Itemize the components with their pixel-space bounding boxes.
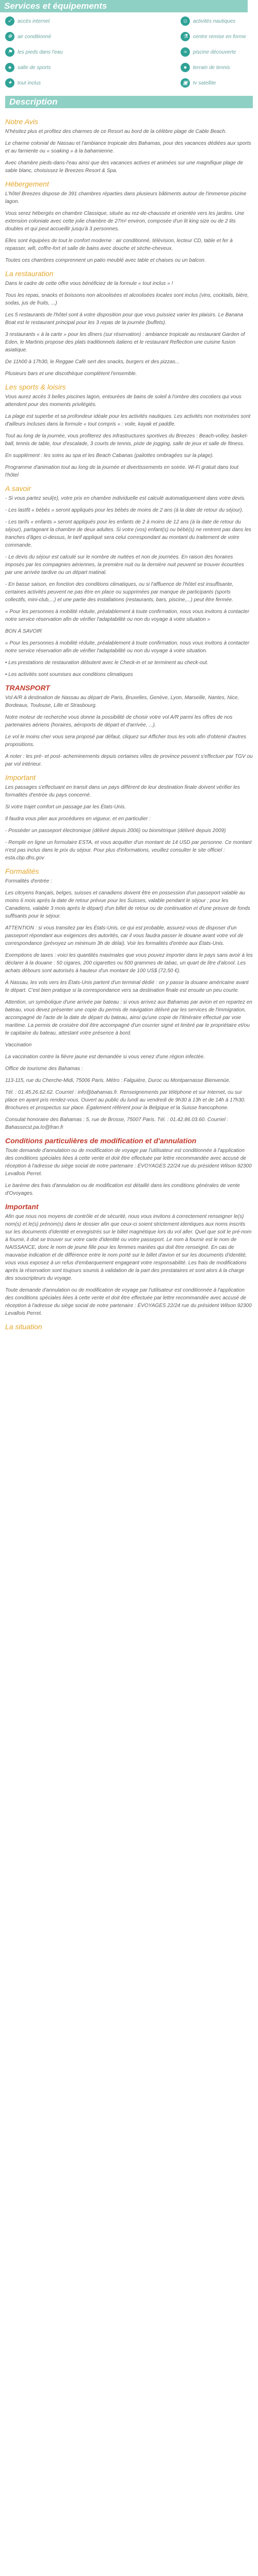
- description-banner: Description: [5, 96, 253, 108]
- sport-icon: ♠: [5, 63, 14, 72]
- section-paragraph: De 11h00 à 17h30, le Reggae Café sert des snacks, burgers et des pizzas...: [5, 359, 180, 365]
- service-item: [5, 31, 129, 42]
- service-label: tv satellite: [193, 80, 216, 86]
- section-paragraph: Il faudra vous plier aux procédures en vigueur, et en particulier :: [5, 816, 151, 822]
- section-paragraph: - Posséder un passeport électronique (délivré depuis 2006) ou biométrique (délivré depuis 2009): [5, 828, 226, 834]
- footprints-icon: ⚑: [5, 47, 14, 57]
- service-label: tout inclus: [18, 80, 41, 86]
- section-paragraph: En supplément : les soins au spa et les Beach Cabanas (pailottes ombragées sur la plage).: [5, 453, 214, 459]
- services-banner: Services et équipements: [0, 0, 248, 12]
- section-paragraph: Les passages s'effectuant en transit dans un pays différent de leur destination finale doivent vérifier les formalités d'entrée du pays concerné.: [5, 785, 240, 798]
- service-item: [129, 31, 253, 42]
- section-heading: Les sports & loisirs: [5, 383, 66, 391]
- section-paragraph: Vous serez hébergés en chambre Classique, située au rez-de-chaussée et orientée vers les jardins. Une extension coloniale avec cette jolie chambre de 27m² environ, composée d'un lit king size ou de 2 lits doubles et qui peut accueillir jusqu'à 3 personnes.: [5, 211, 245, 232]
- services-grid: [0, 12, 258, 96]
- flask-icon: ⚗: [181, 32, 190, 41]
- section-paragraph: Le charme colonial de Nassau et l'ambiance tropicale des Bahamas, pour des vacances dédiées aux sports et au farniente ou « soaking » à la bahamienne.: [5, 141, 251, 154]
- section-paragraph: Les citoyens français, belges, suisses et canadiens doivent être en possession d'un passeport valable au moins 6 mois après la date de retour prévue pour les Suisses, valable pendant le séjour ; pour les Canadiens, valable 3 mois après le départ) d'un billet de retour ou de continuation et d'une preuve de fonds suffisants pour le séjour.: [5, 890, 250, 919]
- section-paragraph: Le barème des frais d'annulation ou de modification est détaillé dans les conditions générales de vente d'Ovoyages.: [5, 1183, 240, 1196]
- section-heading: La restauration: [5, 269, 54, 278]
- section-paragraph: Tél. : 01.45.26.62.62. Courriel : info@bahamas.fr. Renseignements par téléphone et sur Internet, ou sur place en ayant pris rendez-vous. Ouvert au public du lundi au vendredi de 9h30 à 13h et de 14h à 17h30. Brochures et prospectus sur place. Également référent pour la Belgique et la Suisse francophone.: [5, 1090, 246, 1111]
- section-paragraph: Exemptions de taxes : voici les quantités maximales que vous pouvez importer dans le pays sans avoir à les déclarer à la douane : 50 cigares, 200 cigarettes ou 500 grammes de tabac, un quart de litre d'alcool. Les achats débours sont autorisés à hauteur d'un montant de 100 US$ (72,50 €).: [5, 953, 253, 974]
- section-paragraph: BON À SAVOIR: [5, 629, 42, 634]
- section-paragraph: Toute demande d'annulation ou de modification de voyage par l'utilisateur est conditionnée à l'application des conditions spéciales liées à cette vente et doit être effectuée par lettre recommandée avec accusé de réception à l'adresse du siège social de notre partenaire : ÉVOYAGES 22/24 rue du président Wilson 92300 Levallois Perret.: [5, 1287, 252, 1316]
- section-heading: TRANSPORT: [5, 684, 50, 692]
- section-paragraph: « Pour les personnes à mobilité réduite, préalablement à toute confirmation, nous vous invitons à contacter notre service réservation afin de vérifier l'adaptabilité ou non du voyage à votre situation.: [5, 640, 250, 654]
- section-heading: La situation: [5, 1323, 42, 1331]
- section-paragraph: Notre moteur de recherche vous donne la possibilité de choisir votre vol A/R parmi les offres de nos partenaires aériens (horaires, aéroports de départ et d'arrivée, ...).: [5, 715, 233, 728]
- service-item: [129, 62, 253, 73]
- section-paragraph: Vol A/R à destination de Nassau au départ de Paris, Bruxelles, Genève, Lyon, Marseille, Nantes, Nice, Bordeaux, Toulouse, Lille et Strasbourg.: [5, 695, 239, 708]
- service-label: les pieds dans l'eau: [18, 49, 63, 55]
- section-paragraph: À Nassau, les vols vers les États-Unis partent d'un terminal dédié : on y passe la douane américaine avant le départ. C'est bien pratique si la correspondance vers sa destination finale est ensuite un peu courte.: [5, 980, 249, 993]
- section-paragraph: Dans le cadre de cette offre vous bénéficiez de la formule « tout inclus » !: [5, 281, 173, 286]
- service-item: [5, 77, 129, 89]
- section-paragraph: • Les activités sont soumises aux conditions climatiques: [5, 672, 133, 677]
- section-paragraph: Vous aurez accès 3 belles piscines lagon, entourées de bains de soleil à l'ombre des cocotiers qui vous attendent pour des moments privilégiés.: [5, 394, 241, 408]
- section-paragraph: - Si vous partez seul(e), votre prix en chambre individuelle est calculé automatiquement dans votre devis.: [5, 496, 246, 501]
- description-content: [0, 108, 258, 1338]
- section-heading: Formalités: [5, 867, 39, 875]
- section-paragraph: Vaccination: [5, 1042, 32, 1048]
- service-item: [5, 15, 129, 27]
- section-paragraph: La plage est superbe et sa profondeur idéale pour les activités nautiques. Les activités non motorisées sont d'ailleurs incluses dans la formule « tout compris » : voile, kayak et paddle.: [5, 414, 251, 427]
- section-paragraph: Formalités d'entrée :: [5, 878, 52, 884]
- section-paragraph: Si votre trajet comfort un passage par les États-Unis.: [5, 804, 126, 810]
- service-label: piscine découverte: [193, 49, 236, 55]
- section-heading: Important: [5, 1202, 39, 1211]
- section-paragraph: Tout au long de la journée, vous profiterez des infrastructures sportives du Breezes : Beach-volley, basket-ball, tennis de table, tour d'escalade, 3 courts de tennis, piste de jogging, salle de jeux et salle de fitness.: [5, 433, 248, 447]
- pool-icon: ≈: [181, 47, 190, 57]
- service-label: activités nautiques: [193, 18, 236, 24]
- service-label: accès internet: [18, 18, 50, 24]
- service-item: [129, 15, 253, 27]
- service-item: [5, 46, 129, 58]
- section-paragraph: - Le devis du séjour est calculé sur le nombre de nuitées et non de journées. En raison des horaires imposés par les compagnies aériennes, la première nuit ou la dernière nuit peuvent se trouver écourtées par une arrivée tardive ou un départ matinal.: [5, 554, 245, 575]
- section-paragraph: 3 restaurants « à la carte » pour les dîners (sur réservation) : ambiance tropicale au restaurant Garden of Eden, le Martinis propose des plats traditionnels italiens et le restaurant Reflection une cuisine fusion asiatique.: [5, 332, 245, 353]
- section-paragraph: Le vol le moins cher vous sera proposé par défaut, cliquez sur Afficher tous les vols afin d'obtenir d'autres propositions.: [5, 734, 247, 748]
- section-paragraph: La vaccination contre la fièvre jaune est demandée si vous venez d'une région infectée.: [5, 1054, 205, 1060]
- section-paragraph: - En basse saison, en fonction des conditions climatiques, ou si l'affluence de l'hôtel est insuffisante, certaines activités peuvent ne pas être en place ou supprimées par manque de participants (sports collectifs, mini-club,...) et une partie des installations (restaurants, bars, piscine,...) peut être fermée.: [5, 582, 234, 603]
- section-paragraph: - Les lastfit « bébés » seront appliqués pour les bébés de moins de 2 ans (à la date de retour du séjour).: [5, 507, 244, 513]
- section-paragraph: Toutes ces chambres comprennent un patio meublé avec table et chaises ou un balcon.: [5, 258, 206, 263]
- section-paragraph: Tous les repas, snacks et boissons non alcoolisées et alcoolisées locales sont inclus (vins, cocktails, bière, sodas, jus de fruits, ...): [5, 293, 249, 306]
- section-paragraph: • Les prestations de restauration débutent avec le Check-in et se terminent au check-out.: [5, 660, 208, 666]
- service-item: [129, 46, 253, 58]
- service-label: salle de sports: [18, 64, 51, 71]
- checkmark-icon: ✓: [5, 16, 14, 26]
- section-paragraph: Toute demande d'annulation ou de modification de voyage par l'utilisateur est conditionnée à l'application des conditions spéciales liées à cette vente et doit être effectuée par lettre recommandée avec accusé de réception à l'adresse du siège social de notre partenaire : ÉVOYAGES 22/24 rue du président Wilson 92300 Levallois Perret.: [5, 1148, 252, 1177]
- section-paragraph: ATTENTION : si vous transitez par les États-Unis, ce qui est probable, assurez-vous de disposer d'un passeport répondant aux exigences des autorités, car il vous faudra passer le douane avant votre vol de correspondance (prévoyez un minimum 3h de délai). Voir les formalités d'entrée aux États-Unis.: [5, 925, 244, 946]
- section-paragraph: A noter : les pré- et post- acheminements depuis certaines villes de province peuvent s'effectuer par TGV ou par vol intérieur.: [5, 754, 253, 767]
- section-heading: Hébergement: [5, 180, 49, 188]
- section-paragraph: Office de tourisme des Bahamas :: [5, 1066, 83, 1072]
- section-paragraph: Consulat honoraire des Bahamas : 5, rue de Brosse, 75007 Paris. Tél. : 01.42.86.03.60. Courriel : Bahassecst.pa.to@fran.fr: [5, 1117, 229, 1130]
- section-paragraph: - Les tarifs « enfants » seront appliqués pour les enfants de 2 à moins de 12 ans (à la date de retour du séjour), partageant la chambre de deux adultes. Si votre (vos) enfant(s) ou bébé(s) ne rentrent pas dans les tranches d'âges ci-dessus, le tarif appliqué sera celui correspondant au montant du traitement de votre commande.: [5, 519, 251, 548]
- tennis-icon: ●: [181, 63, 190, 72]
- section-heading: Notre Avis: [5, 117, 38, 126]
- section-paragraph: N'hésitez plus et profitez des charmes de ce Resort au bord de la célèbre plage de Cable Beach.: [5, 129, 227, 134]
- snowflake-icon: ❄: [5, 32, 14, 41]
- section-paragraph: Programme d'animation tout au long de la journée et divertissements en soirée. Wi-Fi gratuit dans tout l'hôtel: [5, 465, 239, 478]
- section-paragraph: Afin que nous nos moyens de contrôle et de sécurité, nous vous invitons à correctement renseigner le(s) nom(s) et le(s) prénom(s) dans le dossier afin que ceux-ci soient strictement identiques aux noms inscrits sur les documents d'identité et enregistrés sur le billet magnétique lors du vol aller. Quel que soit le pré-nom à fournir, il doit se trouver sur votre carte d'identité ou votre passeport. Le nom à fournir est le nom de NAISSANCE, donc le nom de jeune fille pour les femmes mariées qui doit être renseigné. En cas de mauvaise indication et de différence entre le nom porté sur le billet d'avion et sur les documents d'identité, vous vous exposez à un refus d'embarquement engageant votre responsabilité. Les frais de modifications après la réservation sont toujours soumis à validation de la part des prestataires et sont alors à la charge des souscripteurs du voyage.: [5, 1214, 252, 1281]
- section-heading: Conditions particulières de modification et d'annulation: [5, 1137, 197, 1145]
- service-label: centre remise en forme: [193, 33, 246, 40]
- service-item: [129, 77, 253, 89]
- section-paragraph: - Remplir en ligne un formulaire ESTA, et vous acquitter d'un montant de 14 USD par personne. Ce montant n'est pas inclus dans le prix du séjour. Pour plus d'informations, veuillez consulter le site officiel : esta.cbp.dhs.gov: [5, 840, 252, 861]
- section-heading: A savoir: [5, 484, 31, 493]
- tv-icon: ▣: [181, 78, 190, 88]
- all-inclusive-icon: ✦: [5, 78, 14, 88]
- section-paragraph: « Pour les personnes à mobilité réduite, préalablement à toute confirmation, nous vous invitons à contacter notre service réservation afin de vérifier l'adaptabilité ou non du voyage à votre situation »: [5, 609, 250, 622]
- section-paragraph: Plusieurs bars et une discothèque complètent l'ensemble.: [5, 371, 137, 377]
- section-paragraph: 113-115, rue du Cherche-Midi, 75006 Paris. Métro : Falguière, Duroc ou Montparnasse Bienvenüe.: [5, 1078, 231, 1083]
- service-label: air conditionné: [18, 33, 52, 40]
- service-item: [5, 62, 129, 73]
- section-paragraph: Elles sont équipées de tout le confort moderne : air conditionné, télévision, lecteur CD, table et fer à repasser, wifi, coffre-fort et salle de bains avec douche et sèche-cheveux.: [5, 238, 233, 251]
- section-paragraph: Les 5 restaurants de l'hôtel sont à votre disposition pour que vous puissiez varier les plaisirs. Le Banana Boat est le restaurant principal pour les 3 repas de la journée (buffets).: [5, 312, 244, 326]
- section-paragraph: Attention, un symbolique d'une arrivée par bateau : si vous arrivez aux Bahamas par avion et en repartez en bateau, vous devez présenter une copie du permis de navigation délivré par les services de l'immigration, accompagné de l'acte de la date de départ du bateau, ainsi qu'une copie de l'itinéraire effectué par voie maritime. La permis de croisière doit être accompagné d'un courrier signé et timbré par le propriétaire et/ou le capitaine du bateau, attestant votre présence à bord.: [5, 999, 252, 1036]
- section-paragraph: Avec chambre pieds-dans-l'eau ainsi que des vacances actives et animées sur une magnifique plage de sable blanc, choisissez le Breezes Resort & Spa.: [5, 160, 243, 174]
- section-paragraph: L'hôtel Breezes dispose de 391 chambres réparties dans plusieurs bâtiments autour de l'immense piscine lagon.: [5, 191, 247, 205]
- service-label: terrain de tennis: [193, 64, 230, 71]
- section-heading: Important: [5, 773, 36, 782]
- gamepad-icon: ☺: [181, 16, 190, 26]
